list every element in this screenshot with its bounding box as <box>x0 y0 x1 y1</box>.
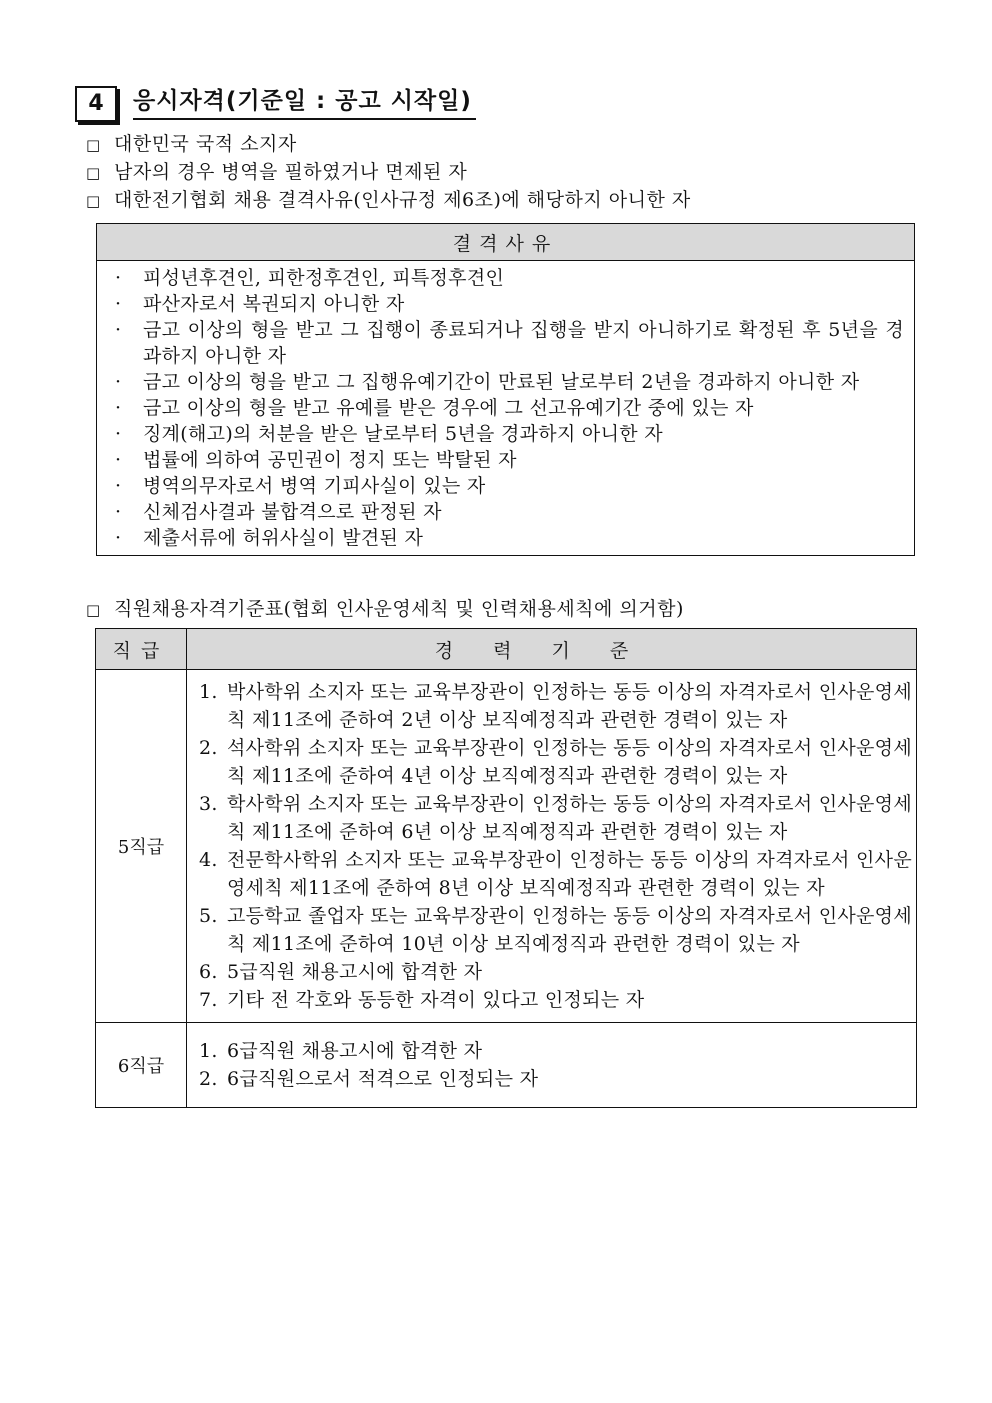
bullet-icon: · <box>115 527 122 549</box>
bullet-icon: · <box>115 449 122 471</box>
checkbox-icon: □ <box>86 192 101 210</box>
bullet-icon: · <box>115 397 122 419</box>
checkbox-icon: □ <box>86 164 101 182</box>
list-item: · 금고 이상의 형을 받고 그 집행유예기간이 만료된 날로부터 2년을 경과하지 아니한 자 <box>115 371 860 393</box>
list-item: 7. 기타 전 각호와 동등한 자격이 있다고 인정되는 자 <box>199 989 645 1011</box>
section-number: 4 <box>75 86 117 122</box>
condition-item <box>86 159 467 186</box>
criteria-list <box>199 1037 912 1093</box>
list-item: · 피성년후견인, 피한정후견인, 피특정후견인 <box>115 267 505 289</box>
condition-item <box>86 187 691 214</box>
list-item: 4. 전문학사학위 소지자 또는 교육부장관이 인정하는 동등 이상의 자격자로서 인사운영세칙 제11조에 준하여 8년 이상 보직예정직과 관련한 경력이 있는 자 <box>199 849 912 899</box>
bullet-icon: · <box>115 475 122 497</box>
checkbox-icon: □ <box>86 601 101 619</box>
condition-item <box>86 131 297 158</box>
disqualification-list <box>113 265 904 551</box>
criteria-label-text: 직원채용자격기준표(협회 인사운영세칙 및 인력채용세칙에 의거함) <box>114 598 684 620</box>
criteria-header-row <box>96 629 917 670</box>
condition-text: 대한전기협회 채용 결격사유(인사규정 제6조)에 해당하지 아니한 자 <box>114 189 691 211</box>
list-item: 1. 6급직원 채용고시에 합격한 자 <box>199 1040 483 1062</box>
criteria-table <box>95 628 917 1108</box>
bullet-icon: · <box>115 293 122 315</box>
checkbox-icon: □ <box>86 136 101 154</box>
bullet-icon: · <box>115 423 122 445</box>
list-item: · 금고 이상의 형을 받고 유예를 받은 경우에 그 선고유예기간 중에 있는 자 <box>115 397 754 419</box>
condition-text: 대한민국 국적 소지자 <box>114 133 297 155</box>
bullet-icon: · <box>115 319 122 341</box>
criteria-cell <box>187 670 917 1023</box>
list-item: 1. 박사학위 소지자 또는 교육부장관이 인정하는 동등 이상의 자격자로서 인사운영세칙 제11조에 준하여 2년 이상 보직예정직과 관련한 경력이 있는 자 <box>199 681 912 731</box>
grade-cell: 6직급 <box>96 1023 187 1108</box>
list-item: 2. 석사학위 소지자 또는 교육부장관이 인정하는 동등 이상의 자격자로서 인사운영세칙 제11조에 준하여 4년 이상 보직예정직과 관련한 경력이 있는 자 <box>199 737 912 787</box>
criteria-cell <box>187 1023 917 1108</box>
list-item: · 병역의무자로서 병역 기피사실이 있는 자 <box>115 475 486 497</box>
criteria-label <box>86 596 684 623</box>
bullet-icon: · <box>115 501 122 523</box>
table-row <box>96 670 917 1023</box>
section-heading <box>75 82 505 122</box>
criteria-header: 경력기준 <box>187 629 917 670</box>
list-item: 3. 학사학위 소지자 또는 교육부장관이 인정하는 동등 이상의 자격자로서 인사운영세칙 제11조에 준하여 6년 이상 보직예정직과 관련한 경력이 있는 자 <box>199 793 912 843</box>
list-item: 6. 5급직원 채용고시에 합격한 자 <box>199 961 483 983</box>
grade-cell: 5직급 <box>96 670 187 1023</box>
list-item: 5. 고등학교 졸업자 또는 교육부장관이 인정하는 동등 이상의 자격자로서 인사운영세칙 제11조에 준하여 10년 이상 보직예정직과 관련한 경력이 있는 자 <box>199 905 912 955</box>
list-item: 2. 6급직원으로서 적격으로 인정되는 자 <box>199 1068 539 1090</box>
bullet-icon: · <box>115 267 122 289</box>
condition-text: 남자의 경우 병역을 필하였거나 면제된 자 <box>114 161 468 183</box>
disqualification-header: 결격사유 <box>97 224 915 261</box>
table-row <box>96 1023 917 1108</box>
section-title: 응시자격(기준일 : 공고 시작일) <box>133 84 476 120</box>
list-item: · 법률에 의하여 공민권이 정지 또는 박탈된 자 <box>115 449 517 471</box>
list-item: · 징계(해고)의 처분을 받은 날로부터 5년을 경과하지 아니한 자 <box>115 423 663 445</box>
list-item: · 제출서류에 허위사실이 발견된 자 <box>115 527 424 549</box>
disqualification-table <box>96 223 915 556</box>
list-item: · 파산자로서 복권되지 아니한 자 <box>115 293 405 315</box>
bullet-icon: · <box>115 371 122 393</box>
grade-header: 직급 <box>96 629 187 670</box>
criteria-list <box>199 678 912 1014</box>
list-item: · 신체검사결과 불합격으로 판정된 자 <box>115 501 442 523</box>
disqualification-body <box>97 261 915 556</box>
list-item: · 금고 이상의 형을 받고 그 집행이 종료되거나 집행을 받지 아니하기로 확정된 후 5년을 경과하지 아니한 자 <box>115 319 904 367</box>
